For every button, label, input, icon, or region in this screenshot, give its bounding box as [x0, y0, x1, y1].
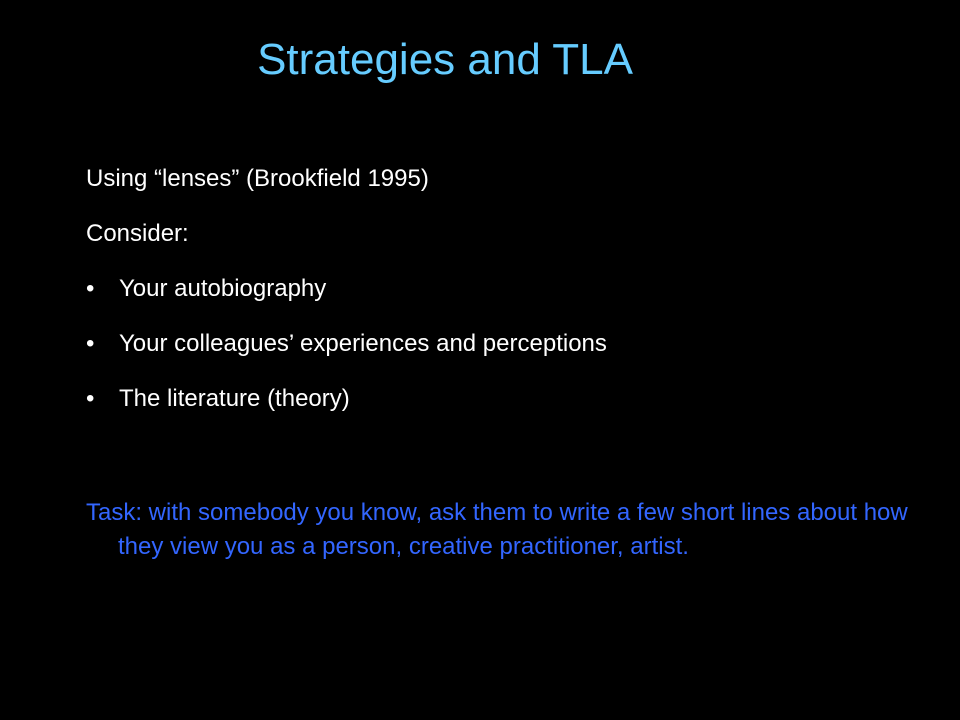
consider-label: Consider: — [86, 220, 189, 247]
bullet-item-label: Your colleagues’ experiences and perceptions — [119, 330, 607, 357]
bullet-icon: • — [86, 330, 95, 357]
bullet-item-label: The literature (theory) — [119, 385, 350, 412]
bullet-icon: • — [86, 275, 95, 302]
bullet-item — [86, 385, 906, 413]
slide-title: Strategies and TLA — [257, 35, 633, 84]
bullet-icon: • — [86, 385, 95, 412]
bullet-item — [86, 330, 906, 358]
bullet-item — [86, 275, 906, 303]
bullet-item-label: Your autobiography — [119, 275, 327, 302]
intro-text: Using “lenses” (Brookfield 1995) — [86, 165, 429, 192]
slide-body — [86, 165, 906, 440]
task-text: Task: with somebody you know, ask them to write a few short lines about how they view you as a person, creative practitioner, artist. — [86, 499, 908, 560]
